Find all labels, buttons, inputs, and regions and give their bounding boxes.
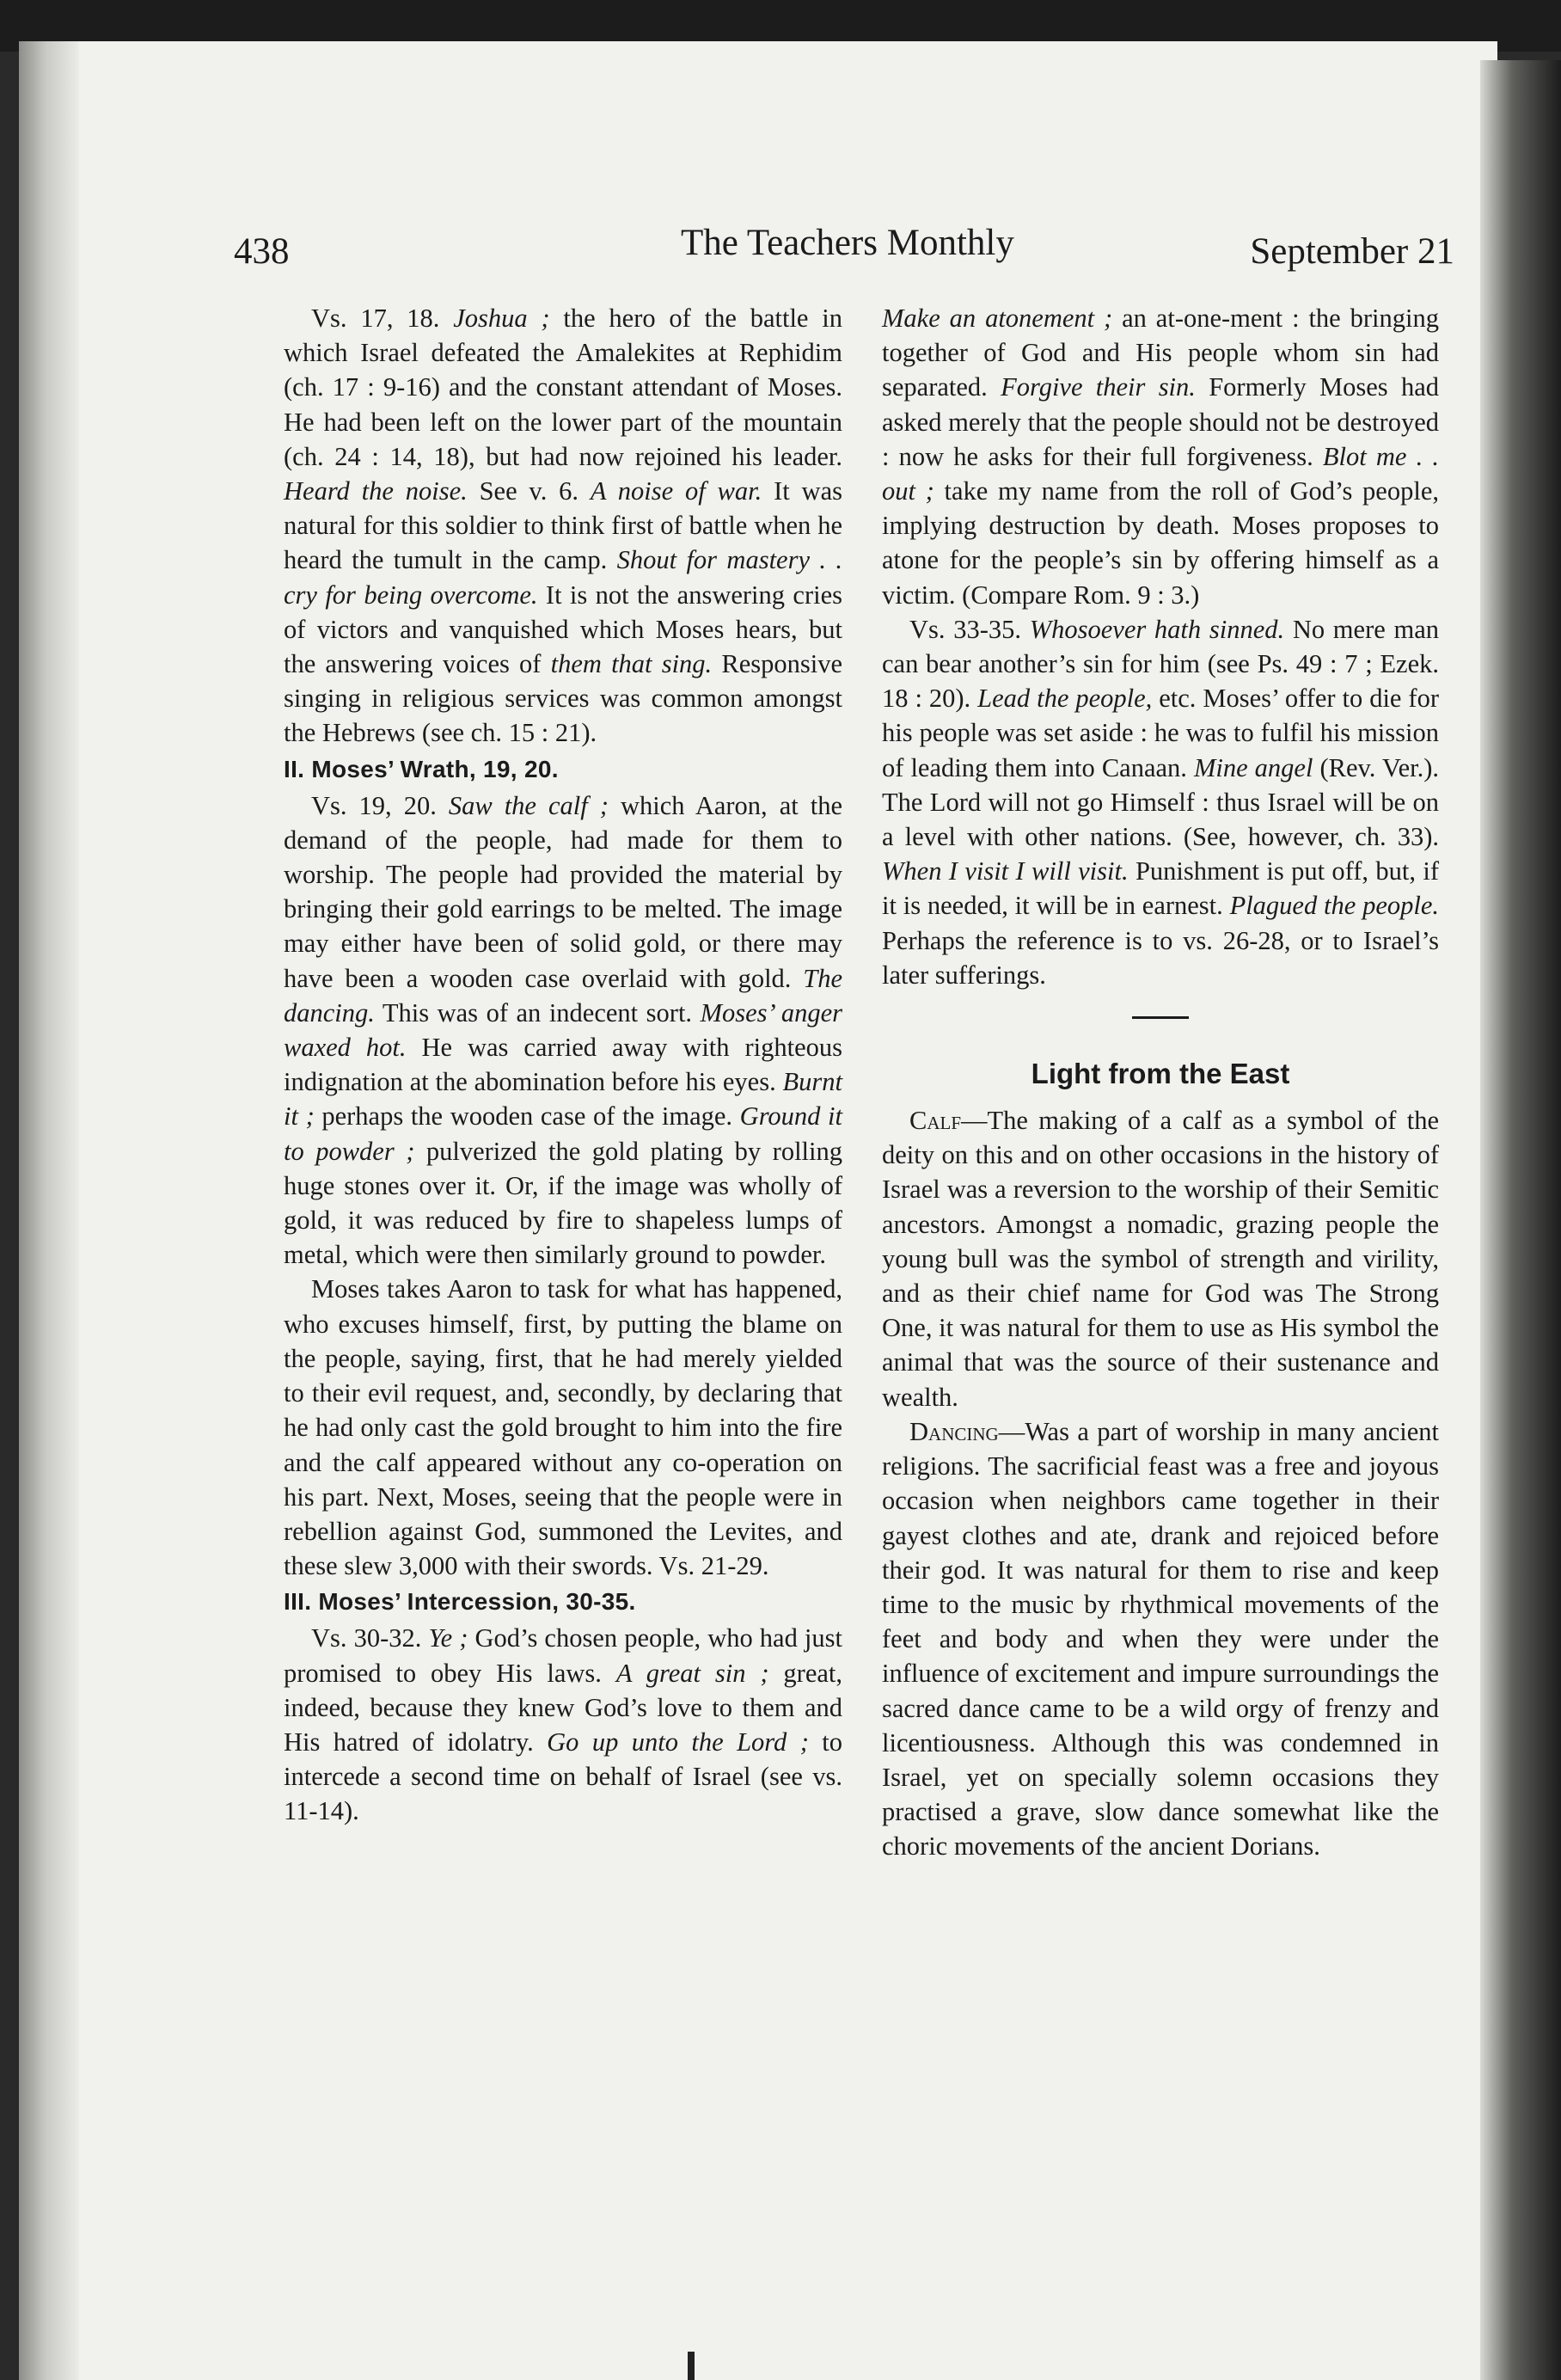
paragraph: Vs. 33-35. Whosoever hath sinned. No mere man can bear another’s sin for him (see Ps. 49 : 7 ; Ezek. 18 : 20). Lead the people, etc. Moses’ offer to die for his people was set aside : he was to fulfil his mission of leading them into Canaan. Mine angel (Rev. Ver.). The Lord will not go Himself : thus Israel will be on a level with other nations. (See, however, ch. 33). When I visit I will visit. Punishment is put off, but, if it is needed, it will be in earnest. Plagued the people. Perhaps the reference is to vs. 26-28, or to Israel’s later sufferings. [882,614,1440,990]
scan-mark-bottom [688,2352,695,2380]
paragraph: Vs. 30-32. Ye ; God’s chosen people, who had just promised to obey His laws. A great sin ; great, indeed, because they knew God’s love to them and His hatred of idolatry. Go up unto the Lord ; to intercede a second time on behalf of Israel (see vs. 11-14). [284,1623,842,1826]
section-heading: II. Moses’ Wrath, 19, 20. [284,755,559,782]
right-column [882,301,1439,1864]
paragraph: Vs. 17, 18. Joshua ; the hero of the battle in which Israel defeated the Amalekites at Rephidim (ch. 17 : 9-16) and the constant attendant of Moses. He had been left on the lower part of the mountain (ch. 24 : 14, 18), but had now rejoined his leader. Heard the noise. See v. 6. A noise of war. It was natural for this soldier to think first of battle when he heard the tumult in the camp. Shout for mastery . . cry for being overcome. It is not the answering cries of victors and vanquished which Moses hears, but the answering voices of them that sing. Responsive singing in religious services was common amongst the Hebrews (see ch. 15 : 21). [284,304,842,748]
left-column [284,301,842,1829]
section-divider [1132,1016,1189,1019]
page-gutter-shadow [19,41,79,2380]
paragraph: Vs. 19, 20. Saw the calf ; which Aaron, at the demand of the people, had made for them to worship. The people had provided the material by bringing their gold earrings to be melted. The image may either have been of solid gold, or there may have been a wooden case overlaid with gold. The dancing. This was of an indecent sort. Moses’ anger waxed hot. He was carried away with righteous indignation at the abomination before his eyes. Burnt it ; perhaps the wooden case of the image. Ground it to powder ; pulverized the gold plating by rolling huge stones over it. Or, if the image was wholly of gold, it was reduced by fire to shapeless lumps of metal, which were then similarly ground to powder. [284,790,843,1270]
run-in-term: Calf [909,1106,962,1136]
section-heading: Light from the East [1031,1058,1290,1090]
page-number: 438 [234,231,290,272]
running-header [234,222,1454,282]
issue-month: September 21 [1250,231,1454,272]
run-in-term: Dancing [909,1416,999,1446]
journal-title: The Teachers Monthly [681,223,1014,263]
page-edge-right [1480,60,1561,2380]
paragraph: Calf—The making of a calf as a symbol of the deity on this and on other occasions in the history of Israel was a reversion to the worship of their Semitic ancestors. Amongst a nomadic, grazing people the young bull was the symbol of strength and virility, and as their chief name for God was The Strong One, it was natural for them to use as His symbol the animal that was the source of their sustenance and wealth. [882,1106,1439,1412]
section-heading: III. Moses’ Intercession, 30-35. [284,1588,636,1616]
paragraph: Dancing—Was a part of worship in many ancient religions. The sacrificial feast was a free and joyous occasion when neighbors came together in their gayest clothes and ate, drank and rejoiced before their god. It was natural for them to rise and keep time to the music by rhythmical movements of the feet and body and when they were under the influence of excitement and impure surroundings the sacred dance came to be a wild orgy of frenzy and licentiousness. Although this was condemned in Israel, yet on specially solemn occasions they practised a grave, slow dance somewhat like the choric movements of the ancient Dorians. [882,1416,1439,1862]
paragraph: Moses takes Aaron to task for what has happened, who excuses himself, first, by putting the blame on the people, saying, first, that he had merely yielded to their evil request, and, secondly, by declaring that he had only cast the gold brought to him into the fire and the calf appeared without any co-operation on his part. Next, Moses, seeing that the people were in rebellion against God, summoned the Levites, and these slew 3,000 with their swords. Vs. 21-29. [284,1274,842,1581]
paragraph: Make an atonement ; an at-one-ment : the bringing together of God and His people whom sin had separated. Forgive their sin. Formerly Moses had asked merely that the people should not be destroyed : now he asks for their full forgiveness. Blot me . . out ; take my name from the roll of God’s people, implying destruction by death. Moses proposes to atone for the people’s sin by offering himself as a victim. (Compare Rom. 9 : 3.) [882,304,1439,610]
